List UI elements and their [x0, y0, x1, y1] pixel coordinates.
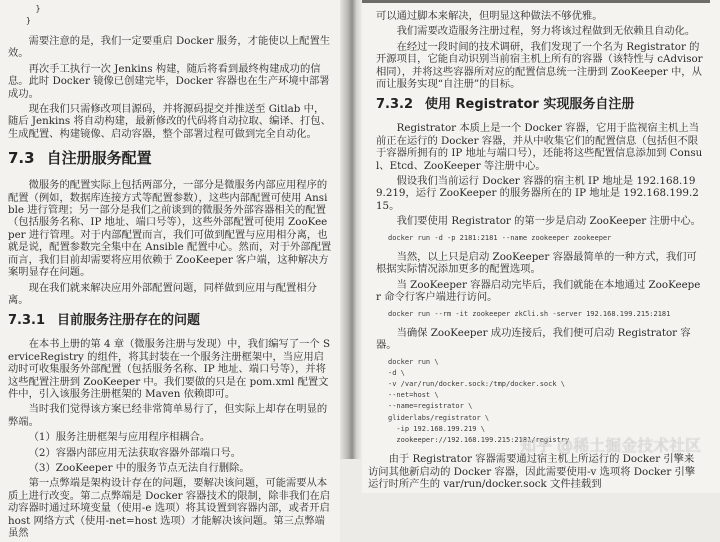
subsection-title: 目前服务注册存在的问题 [57, 313, 201, 329]
subsection-number: 7.3.1 [8, 313, 46, 329]
section-number: 7.3 [8, 149, 35, 168]
paragraph: 当确保 ZooKeeper 成功连接后，我们便可启动 Registrator 容器。 [376, 326, 691, 352]
paragraph: 可以通过脚本来解决，但明显这种做法不够优雅。 [376, 10, 603, 22]
paragraph: 现在我们只需修改项目源码，并将源码提交并推送至 Gitlab 中，随后 Jenkins 将自动构建，最新修改的代码将自动拉取、编译、打包、生成配置、构建镜像、启动容器，整个部署过程可做到完全自动化。 [8, 103, 331, 140]
page-top-rule [362, 0, 710, 3]
book-gutter [340, 0, 362, 459]
code-line: } [26, 4, 41, 13]
paragraph: 假设我们当前运行 Docker 容器的宿主机 IP 地址是 192.168.199.219，运行 ZooKeeper 的服务器所在的 IP 地址是 192.168.199.215。 [376, 175, 699, 212]
paragraph: 需要注意的是，我们一定要重启 Docker 服务，才能使以上配置生效。 [8, 35, 331, 60]
paragraph: 当时我们觉得该方案已经非常简单易行了，但实际上却存在明显的弊端。 [8, 403, 328, 428]
code-tail [26, 3, 332, 27]
paragraph: 再次手工执行一次 Jenkins 构建，随后将看到最终构建成功的信息。此时 Docker 镜像已创建完毕，Docker 容器也在生产环境中部署成功。 [8, 62, 330, 100]
list-item: （1）服务注册框架与应用程序相耦合。 [28, 431, 211, 444]
paragraph: 微服务的配置实际上包括两部分，一部分是微服务内部应用程序的配置（例如，数据库连接方式等配置参数），这些内部配置可使用 Ansible 进行管理；另一部分是我们之前谈到的微服务外部容器相关的配置（包括服务名称、IP 地址、端口号等），这些外部配置可使用 ZooKeeper 进行管理。对于内部配置而言，我们可做到配置与应用相分离，也就是说，配置参数完全集中在 Ansible 配置中心。然而，对于外部配置而言，我们目前却需要将应用依赖于 ZooKeeper 客户端，这种解决方案明显存在问题。 [8, 179, 332, 279]
code-block: docker run --rm -it zookeeper zkCli.sh -server 192.168.199.215:2181 [388, 309, 671, 318]
subsection-heading [376, 97, 704, 113]
subsection-heading [8, 313, 332, 329]
code-block: docker run \ -d \ -v /var/run/docker.sock:/tmp/docker.sock \ --net=host \ --name=registrator \ gliderlabs/registrator \ -ip 192.168.199.219 \ zookeeper://192.168.199.215:2181/registry [388, 357, 570, 444]
paragraph: 在经过一段时间的技术调研，我们发现了一个名为 Registrator 的开源项目，它能自动识别当前宿主机上所有的容器（该特性与 cAdvisor 相同），并将这些容器所对应的配置信息统一注册到 ZooKeeper 中，从而让服务实现“自注册”的目标。 [376, 40, 703, 91]
code-line: } [26, 16, 31, 25]
subsection-title: 使用 Registrator 实现服务自注册 [425, 97, 635, 113]
paragraph: 当 ZooKeeper 容器启动完毕后，我们就能在本地通过 ZooKeeper 命令行客户端进行访问。 [376, 278, 701, 304]
paragraph: 第一点弊端是架构设计存在的问题，要解决该问题，可能需要从本质上进行改变。第二点弊端是 Docker 容器技术的限制，除非我们在启动容器时通过环境变量（使用-e 选项）将其设置到容器内部，或者开启 host 网络方式（使用-net=host 选项）才能解决该问题。第三点弊端虽然 [8, 477, 331, 539]
code-block: docker run -d -p 2181:2181 --name zookeeper zookeeper [388, 233, 612, 242]
paragraph: Registrator 本质上是一个 Docker 容器，它用于监视宿主机上当前正在运行的 Docker 容器，并从中收集它们的配置信息（包括但不限于容器所拥有的 IP 地址与端口号），还能将这些配置信息添加到 Consul、Etcd、ZooKeeper 等注册中心。 [376, 122, 703, 172]
section-title: 自注册服务配置 [46, 149, 152, 168]
section-heading [8, 149, 332, 167]
left-book-page [0, 0, 340, 542]
watermark: 知乎 @稀土掘金技术社区 [520, 436, 702, 455]
paragraph: 在本书上册的第 4 章（微服务注册与发现）中，我们编写了一个 ServiceRegistry 的组件，将其封装在一个服务注册框架中，当应用启动时可收集服务外部配置（包括服务名称、IP 地址、端口号等），并将这些配置注册到 ZooKeeper 中。我们要做的只是在 pom.xml 配置文件中，引入该服务注册框架的 Maven 依赖即可。 [8, 338, 331, 400]
list-item: （3）ZooKeeper 中的服务节点无法自行删除。 [28, 461, 250, 474]
paragraph: 我们需要改造服务注册过程，努力将该过程做到无依赖且自动化。 [396, 25, 696, 38]
paragraph: 我们要使用 Registrator 的第一步是启动 ZooKeeper 注册中心。 [396, 215, 701, 228]
paragraph: 现在我们就来解决应用外部配置问题，同样做到应用与配置相分离。 [8, 281, 317, 306]
subsection-number: 7.3.2 [376, 97, 414, 113]
paragraph: 由于 Registrator 容器需要通过宿主机上所运行的 Docker 引擎来访问其他新启动的 Docker 容器，因此需要使用-v 选项将 Docker 引擎运行时所产生的 var/run/docker.sock 文件挂载到 [368, 453, 696, 490]
list-item: （2）容器内部应用无法获取容器外部端口号。 [28, 446, 242, 459]
paragraph: 当然，以上只是启动 ZooKeeper 容器最简单的一种方式，我们可根据实际情况添加更多的配置选项。 [376, 250, 697, 276]
right-book-page [362, 0, 720, 493]
